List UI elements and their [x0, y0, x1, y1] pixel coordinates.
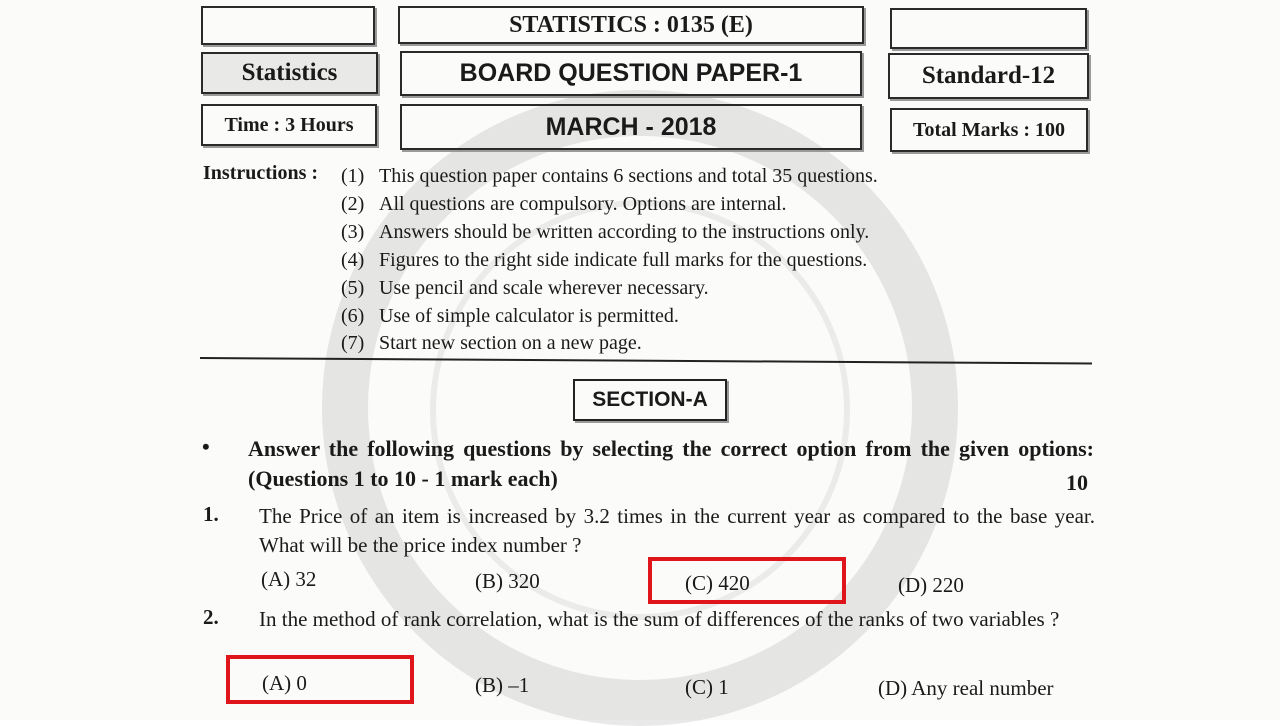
horizontal-divider [200, 357, 1092, 364]
time-label: Time : 3 Hours [224, 113, 354, 136]
standard-box [888, 53, 1089, 99]
question-text: In the method of rank correlation, what is the sum of differences of the ranks of two variables ? [259, 607, 1060, 631]
standard-label: Standard-12 [921, 62, 1056, 89]
question-option: (D) Any real number [878, 676, 1054, 700]
total-marks-box [890, 108, 1088, 152]
question-option: (D) 220 [898, 573, 964, 597]
instruction-item: (2) All questions are compulsory. Options are internal. [341, 193, 787, 215]
subject-code-box [398, 6, 864, 44]
answer-highlight-box [648, 557, 846, 604]
bullet-icon: • [202, 434, 210, 459]
answer-highlight-box [226, 655, 414, 704]
section-title: SECTION-A [592, 388, 708, 411]
question-number: 1. [203, 502, 219, 526]
instruction-item: (4) Figures to the right side indicate full marks for the questions. [341, 249, 868, 271]
exam-date-box [400, 104, 862, 150]
section-direction: Answer the following questions by selecting the correct option from the given options: (Questions 1 to 10 - 1 mark each) [248, 436, 1094, 491]
total-marks: Total Marks : 100 [912, 118, 1066, 141]
question-option: (C) 1 [685, 675, 729, 699]
paper-title: BOARD QUESTION PAPER-1 [459, 59, 803, 87]
paper-title-box [400, 51, 862, 96]
question-option: (A) 32 [261, 567, 317, 591]
question-option: (B) –1 [475, 673, 530, 697]
section-title-box [573, 379, 727, 421]
instruction-item: (3) Answers should be written according to the instructions only. [341, 221, 870, 243]
instruction-item: (1) This question paper contains 6 sections and total 35 questions. [341, 165, 878, 187]
instruction-item: (5) Use pencil and scale wherever necessary. [341, 277, 709, 299]
exam-date: MARCH - 2018 [545, 112, 717, 141]
instructions-label: Instructions : [203, 162, 319, 184]
question-text: The Price of an item is increased by 3.2 times in the current year as compared to the base year. What will be the price index number ? [259, 504, 1095, 557]
question-option: (C) 420 [685, 571, 750, 595]
header-blank-right [890, 8, 1087, 49]
subject-code: STATISTICS : 0135 (E) [509, 11, 753, 38]
question-number: 2. [203, 605, 219, 629]
instruction-item: (7) Start new section on a new page. [341, 332, 642, 354]
question-option: (A) 0 [262, 671, 307, 695]
section-marks: 10 [1066, 470, 1088, 495]
instruction-item: (6) Use of simple calculator is permitted. [341, 305, 679, 327]
time-box [201, 104, 377, 146]
question-option: (B) 320 [475, 569, 540, 593]
subject-box [201, 52, 378, 94]
subject-name: Statistics [241, 59, 338, 86]
header-blank-left [201, 6, 375, 45]
